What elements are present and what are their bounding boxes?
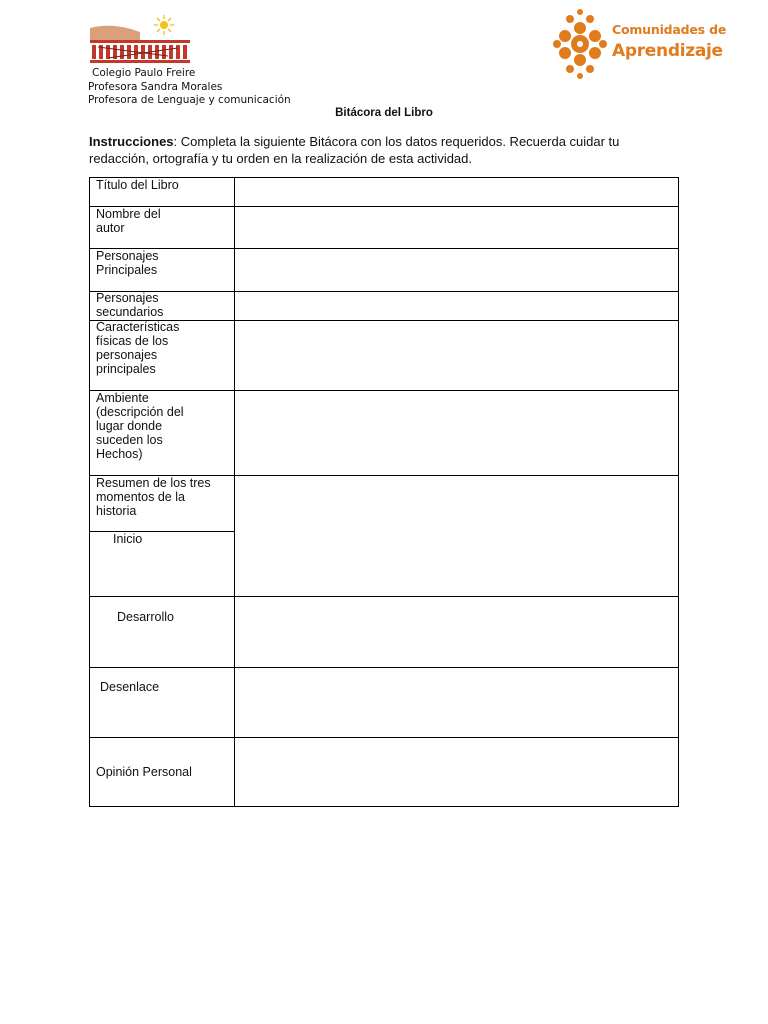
label-titulo: Título del Libro <box>96 178 179 192</box>
label-caracteristicas: Características físicas de los personajes principales <box>96 320 180 376</box>
school-logo <box>88 14 196 68</box>
school-header <box>88 67 291 108</box>
label-opinion: Opinión Personal <box>96 765 192 779</box>
bitacora-table <box>89 177 679 807</box>
instructions <box>89 133 679 167</box>
instructions-text: : Completa la siguiente Bitácora con los datos requeridos. Recuerda cuidar tu redacción, ortografía y tu orden en la realización de esta actividad. <box>89 134 620 166</box>
row-divider <box>90 737 678 738</box>
label-personajes-secundarios: Personajes secundarios <box>96 291 164 319</box>
school-name: Colegio Paulo Freire <box>92 67 196 79</box>
row-divider <box>90 667 678 668</box>
label-ambiente: Ambiente (descripción del lugar donde suceden los Hechos) <box>96 391 184 461</box>
document-title: Bitácora del Libro <box>335 107 433 119</box>
comunidades-logo <box>552 8 727 80</box>
subject-line: Profesora de Lenguaje y comunicación <box>88 94 291 106</box>
label-inicio: Inicio <box>113 532 143 546</box>
label-personajes-principales: Personajes Principales <box>96 249 159 277</box>
label-autor: Nombre del autor <box>96 207 161 235</box>
sun-icon <box>154 15 174 35</box>
label-desenlace: Desenlace <box>100 680 160 694</box>
flower-icon <box>552 8 610 80</box>
teacher-name: Profesora Sandra Morales <box>88 80 223 93</box>
logo-text-line2: Aprendizaje <box>612 41 723 61</box>
instructions-label: Instrucciones <box>89 134 174 149</box>
logo-text-line1: Comunidades de <box>612 22 727 37</box>
label-desarrollo: Desarrollo <box>117 610 174 624</box>
row-divider <box>90 596 678 597</box>
label-resumen: Resumen de los tres momentos de la historia <box>96 476 211 518</box>
column-divider <box>234 178 235 806</box>
